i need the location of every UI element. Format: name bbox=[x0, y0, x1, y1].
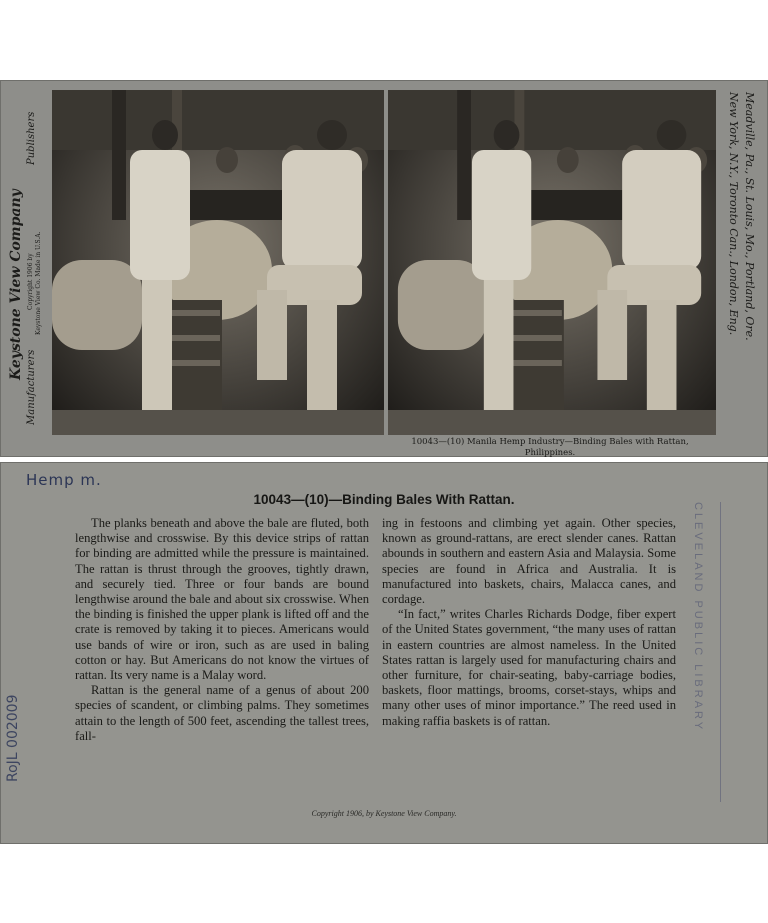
text-column-right bbox=[382, 516, 676, 729]
front-caption bbox=[385, 437, 715, 459]
paragraph: “In fact,” writes Charles Richards Dodge, fiber expert of the United States government, “the many uses of rattan in eastern countries are almost nameless. In the United States rattan is largely used for manufacturing chairs and other furniture, for chair-seating, baby-carriage bodies, baskets, floor mattings, brooms, corset-stays, whips and many other uses of minor importance.” The reed used in making raffia baskets is of rattan. bbox=[382, 607, 676, 728]
caption-line-1: 10043—(10) Manila Hemp Industry—Binding Bales with Rattan, bbox=[411, 437, 689, 447]
publisher-name: Keystone View Company bbox=[8, 189, 24, 380]
offices-line-1: Meadville, Pa., St. Louis, Mo., Portland, Ore. bbox=[743, 92, 756, 341]
back-copyright: Copyright 1906, by Keystone View Company. bbox=[311, 809, 457, 818]
stereoview-back bbox=[0, 462, 768, 844]
publisher-margin bbox=[0, 80, 48, 457]
workers-binding-bale-image bbox=[52, 90, 384, 435]
stereo-photo-right bbox=[388, 90, 716, 435]
publisher-role-left: Manufacturers bbox=[26, 349, 37, 425]
back-title: 10043—(10)—Binding Bales With Rattan. bbox=[253, 492, 515, 507]
stamp-border bbox=[720, 502, 721, 802]
handwritten-note: Hemp m. bbox=[26, 471, 102, 489]
paragraph: The planks beneath and above the bale are fluted, both lengthwise and crosswise. By this device strips of rattan for binding are admitted while the pressure is maintained. The rattan is thrust through the grooves, tightly drawn, and securely tied. Three or four bands are bound lengthwise around the bale and about six crosswise. When the binding is finished the upper plank is lifted off and the crate is removed by taking it to pieces. Americans would use bands of wire or iron, such as are used in baling cotton or hay. But Americans do not know the virtues of rattan. Its very name is a Malay word. bbox=[75, 516, 369, 683]
publisher-role-right: Publishers bbox=[26, 111, 37, 165]
library-stamp: CLEVELAND PUBLIC LIBRARY bbox=[692, 502, 704, 733]
paragraph: ing in festoons and climbing yet again. Other species, known as ground-rattans, are erect slender canes. Rattan abounds in southern and eastern Asia and Malaysia. Some species are found in Africa and Australia. It is manufactured into baskets, chairs, Malacca canes, and cordage. bbox=[382, 516, 676, 607]
offices-margin bbox=[716, 80, 768, 457]
offices-line-2: New York, N.Y., Toronto Can., London, Eng. bbox=[727, 92, 740, 336]
workers-binding-bale-image bbox=[388, 90, 716, 435]
text-column-left bbox=[75, 516, 369, 744]
stereo-photo-left bbox=[52, 90, 384, 435]
publisher-copyright: Copyright 1906 by bbox=[27, 253, 34, 310]
stereoview-front bbox=[0, 80, 768, 457]
caption-line-2: Philippines. bbox=[524, 448, 576, 458]
publisher-made-in: Keystone View Co. Made in U.S.A. bbox=[35, 231, 42, 335]
handwritten-catalog-number: RoJL 002009 bbox=[5, 694, 21, 782]
paragraph: Rattan is the general name of a genus of about 200 species of scandent, or climbing palms. They sometimes attain to the length of 500 feet, ascending the tallest trees, fall- bbox=[75, 683, 369, 743]
